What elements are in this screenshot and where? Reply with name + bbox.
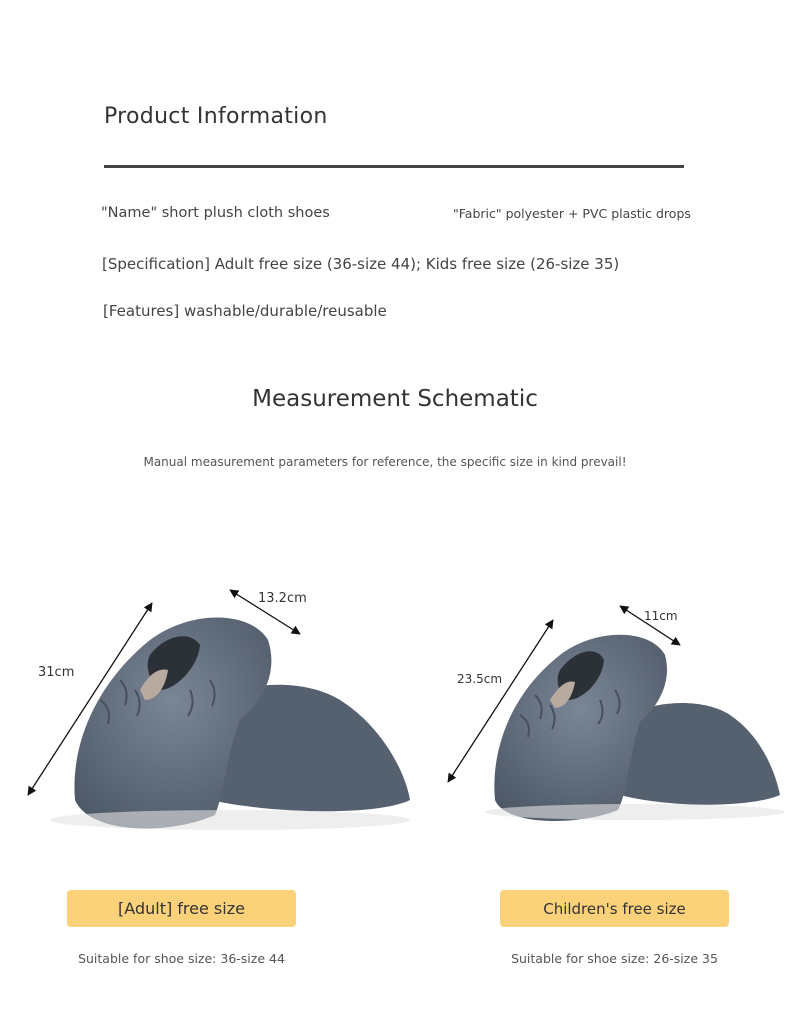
product-name-line: "Name" short plush cloth shoes: [101, 205, 330, 221]
product-info-title: Product Information: [104, 104, 328, 129]
adult-length-label: 31cm: [38, 665, 75, 680]
adult-size-badge: [Adult] free size: [67, 890, 296, 927]
kids-shoe-covers: [485, 635, 785, 821]
kids-length-label: 23.5cm: [457, 672, 503, 686]
product-spec-line: [Specification] Adult free size (36-size 44); Kids free size (26-size 35): [102, 255, 620, 273]
adult-size-caption: Suitable for shoe size: 36-size 44: [78, 951, 285, 966]
kids-size-caption: Suitable for shoe size: 26-size 35: [511, 951, 718, 966]
kids-width-label: 11cm: [644, 609, 678, 623]
measurement-title: Measurement Schematic: [252, 386, 538, 412]
adult-width-label: 13.2cm: [258, 591, 307, 606]
measurement-note: Manual measurement parameters for reference, the specific size in kind prevail!: [143, 455, 627, 469]
product-fabric-line: "Fabric" polyester + PVC plastic drops: [453, 206, 691, 221]
product-features-line: [Features] washable/durable/reusable: [103, 302, 387, 320]
kids-size-badge: Children's free size: [500, 890, 729, 927]
adult-shoe-covers: [50, 618, 410, 831]
